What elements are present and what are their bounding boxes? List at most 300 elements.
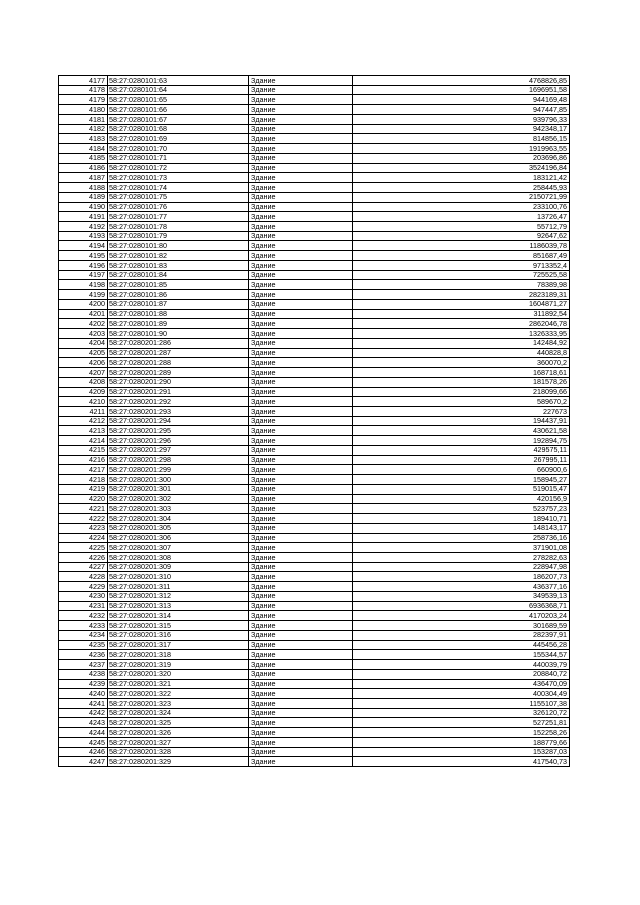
object-type-cell: Здание xyxy=(249,465,353,475)
cadastral-number-cell: 58:27:0280101:78 xyxy=(108,222,249,232)
row-number-cell: 4234 xyxy=(59,630,108,640)
row-number-cell: 4218 xyxy=(59,475,108,485)
cadastral-value-cell: 2150721,99 xyxy=(353,192,570,202)
cadastral-value-cell: 152258,26 xyxy=(353,728,570,738)
row-number-cell: 4196 xyxy=(59,260,108,270)
row-number-cell: 4213 xyxy=(59,426,108,436)
row-number-cell: 4180 xyxy=(59,105,108,115)
cadastral-number-cell: 58:27:0280101:69 xyxy=(108,134,249,144)
row-number-cell: 4223 xyxy=(59,523,108,533)
object-type-cell: Здание xyxy=(249,621,353,631)
table-row xyxy=(59,202,570,212)
cadastral-value-cell: 436470,09 xyxy=(353,679,570,689)
cadastral-number-cell: 58:27:0280101:86 xyxy=(108,290,249,300)
cadastral-number-cell: 58:27:0280101:84 xyxy=(108,270,249,280)
table-row xyxy=(59,475,570,485)
cadastral-number-cell: 58:27:0280201:291 xyxy=(108,387,249,397)
object-type-cell: Здание xyxy=(249,231,353,241)
object-type-cell: Здание xyxy=(249,426,353,436)
table-row xyxy=(59,757,570,767)
object-type-cell: Здание xyxy=(249,144,353,154)
cadastral-value-cell: 233100,76 xyxy=(353,202,570,212)
table-row xyxy=(59,105,570,115)
table-row xyxy=(59,504,570,514)
cadastral-value-cell: 429575,11 xyxy=(353,445,570,455)
table-row xyxy=(59,621,570,631)
cadastral-value-cell: 228947,98 xyxy=(353,562,570,572)
object-type-cell: Здание xyxy=(249,377,353,387)
object-type-cell: Здание xyxy=(249,406,353,416)
object-type-cell: Здание xyxy=(249,757,353,767)
object-type-cell: Здание xyxy=(249,105,353,115)
cadastral-value-cell: 158945,27 xyxy=(353,475,570,485)
object-type-cell: Здание xyxy=(249,114,353,124)
cadastral-number-cell: 58:27:0280201:303 xyxy=(108,504,249,514)
row-number-cell: 4206 xyxy=(59,358,108,368)
row-number-cell: 4236 xyxy=(59,650,108,660)
table-row xyxy=(59,416,570,426)
data-table xyxy=(58,75,570,767)
object-type-cell: Здание xyxy=(249,660,353,670)
row-number-cell: 4186 xyxy=(59,163,108,173)
table-row xyxy=(59,173,570,183)
row-number-cell: 4224 xyxy=(59,533,108,543)
object-type-cell: Здание xyxy=(249,689,353,699)
table-row xyxy=(59,377,570,387)
cadastral-value-cell: 282397,91 xyxy=(353,630,570,640)
cadastral-number-cell: 58:27:0280201:329 xyxy=(108,757,249,767)
cadastral-number-cell: 58:27:0280201:305 xyxy=(108,523,249,533)
cadastral-number-cell: 58:27:0280101:80 xyxy=(108,241,249,251)
cadastral-number-cell: 58:27:0280201:286 xyxy=(108,338,249,348)
object-type-cell: Здание xyxy=(249,747,353,757)
cadastral-value-cell: 349539,13 xyxy=(353,591,570,601)
object-type-cell: Здание xyxy=(249,728,353,738)
row-number-cell: 4239 xyxy=(59,679,108,689)
object-type-cell: Здание xyxy=(249,533,353,543)
cadastral-number-cell: 58:27:0280201:315 xyxy=(108,621,249,631)
cadastral-number-cell: 58:27:0280101:70 xyxy=(108,144,249,154)
table-row xyxy=(59,270,570,280)
cadastral-value-cell: 939796,33 xyxy=(353,114,570,124)
table-row xyxy=(59,650,570,660)
table-row xyxy=(59,319,570,329)
cadastral-value-cell: 92647,62 xyxy=(353,231,570,241)
cadastral-number-cell: 58:27:0280201:298 xyxy=(108,455,249,465)
row-number-cell: 4184 xyxy=(59,144,108,154)
cadastral-value-cell: 188779,66 xyxy=(353,737,570,747)
object-type-cell: Здание xyxy=(249,455,353,465)
table-row xyxy=(59,231,570,241)
cadastral-number-cell: 58:27:0280201:316 xyxy=(108,630,249,640)
table-row xyxy=(59,85,570,95)
table-row xyxy=(59,406,570,416)
cadastral-value-cell: 2823189,31 xyxy=(353,290,570,300)
cadastral-number-cell: 58:27:0280201:296 xyxy=(108,436,249,446)
table-row xyxy=(59,124,570,134)
object-type-cell: Здание xyxy=(249,309,353,319)
cadastral-number-cell: 58:27:0280101:73 xyxy=(108,173,249,183)
object-type-cell: Здание xyxy=(249,348,353,358)
cadastral-number-cell: 58:27:0280201:290 xyxy=(108,377,249,387)
cadastral-number-cell: 58:27:0280201:312 xyxy=(108,591,249,601)
cadastral-value-cell: 430621,58 xyxy=(353,426,570,436)
cadastral-number-cell: 58:27:0280201:314 xyxy=(108,611,249,621)
table-row xyxy=(59,397,570,407)
cadastral-number-cell: 58:27:0280201:319 xyxy=(108,660,249,670)
cadastral-number-cell: 58:27:0280201:302 xyxy=(108,494,249,504)
cadastral-number-cell: 58:27:0280201:306 xyxy=(108,533,249,543)
row-number-cell: 4231 xyxy=(59,601,108,611)
cadastral-value-cell: 55712,79 xyxy=(353,222,570,232)
cadastral-number-cell: 58:27:0280101:83 xyxy=(108,260,249,270)
table-row xyxy=(59,494,570,504)
cadastral-value-cell: 360070,2 xyxy=(353,358,570,368)
cadastral-number-cell: 58:27:0280101:71 xyxy=(108,153,249,163)
row-number-cell: 4195 xyxy=(59,251,108,261)
cadastral-value-cell: 278282,63 xyxy=(353,552,570,562)
cadastral-value-cell: 218099,66 xyxy=(353,387,570,397)
row-number-cell: 4205 xyxy=(59,348,108,358)
cadastral-value-cell: 947447,85 xyxy=(353,105,570,115)
object-type-cell: Здание xyxy=(249,582,353,592)
row-number-cell: 4247 xyxy=(59,757,108,767)
object-type-cell: Здание xyxy=(249,329,353,339)
row-number-cell: 4202 xyxy=(59,319,108,329)
cadastral-number-cell: 58:27:0280201:326 xyxy=(108,728,249,738)
table-row xyxy=(59,591,570,601)
row-number-cell: 4193 xyxy=(59,231,108,241)
cadastral-value-cell: 227673 xyxy=(353,406,570,416)
row-number-cell: 4228 xyxy=(59,572,108,582)
object-type-cell: Здание xyxy=(249,504,353,514)
cadastral-number-cell: 58:27:0280101:74 xyxy=(108,183,249,193)
object-type-cell: Здание xyxy=(249,699,353,709)
table-row xyxy=(59,338,570,348)
cadastral-value-cell: 168718,61 xyxy=(353,368,570,378)
table-row xyxy=(59,348,570,358)
cadastral-value-cell: 189410,71 xyxy=(353,514,570,524)
object-type-cell: Здание xyxy=(249,173,353,183)
table-row xyxy=(59,280,570,290)
cadastral-value-cell: 371901,08 xyxy=(353,543,570,553)
object-type-cell: Здание xyxy=(249,202,353,212)
object-type-cell: Здание xyxy=(249,124,353,134)
cadastral-number-cell: 58:27:0280201:304 xyxy=(108,514,249,524)
row-number-cell: 4178 xyxy=(59,85,108,95)
cadastral-number-cell: 58:27:0280201:293 xyxy=(108,406,249,416)
table-row xyxy=(59,660,570,670)
row-number-cell: 4179 xyxy=(59,95,108,105)
row-number-cell: 4238 xyxy=(59,669,108,679)
cadastral-value-cell: 3524196,84 xyxy=(353,163,570,173)
row-number-cell: 4240 xyxy=(59,689,108,699)
cadastral-number-cell: 58:27:0280101:89 xyxy=(108,319,249,329)
table-row xyxy=(59,144,570,154)
cadastral-value-cell: 942348,17 xyxy=(353,124,570,134)
object-type-cell: Здание xyxy=(249,416,353,426)
row-number-cell: 4210 xyxy=(59,397,108,407)
row-number-cell: 4219 xyxy=(59,484,108,494)
table-row xyxy=(59,708,570,718)
object-type-cell: Здание xyxy=(249,153,353,163)
object-type-cell: Здание xyxy=(249,183,353,193)
cadastral-number-cell: 58:27:0280201:300 xyxy=(108,475,249,485)
cadastral-value-cell: 9713352,4 xyxy=(353,260,570,270)
cadastral-number-cell: 58:27:0280201:287 xyxy=(108,348,249,358)
object-type-cell: Здание xyxy=(249,280,353,290)
object-type-cell: Здание xyxy=(249,591,353,601)
object-type-cell: Здание xyxy=(249,241,353,251)
cadastral-number-cell: 58:27:0280201:321 xyxy=(108,679,249,689)
table-row xyxy=(59,747,570,757)
object-type-cell: Здание xyxy=(249,601,353,611)
row-number-cell: 4177 xyxy=(59,76,108,86)
row-number-cell: 4200 xyxy=(59,299,108,309)
table-row xyxy=(59,484,570,494)
table-row xyxy=(59,552,570,562)
cadastral-number-cell: 58:27:0280201:310 xyxy=(108,572,249,582)
row-number-cell: 4222 xyxy=(59,514,108,524)
cadastral-number-cell: 58:27:0280101:85 xyxy=(108,280,249,290)
cadastral-value-cell: 523757,23 xyxy=(353,504,570,514)
cadastral-value-cell: 1696951,58 xyxy=(353,85,570,95)
cadastral-value-cell: 660900,6 xyxy=(353,465,570,475)
row-number-cell: 4246 xyxy=(59,747,108,757)
table-body xyxy=(59,76,570,767)
object-type-cell: Здание xyxy=(249,76,353,86)
cadastral-value-cell: 440039,79 xyxy=(353,660,570,670)
table-row xyxy=(59,436,570,446)
table-row xyxy=(59,153,570,163)
row-number-cell: 4204 xyxy=(59,338,108,348)
row-number-cell: 4226 xyxy=(59,552,108,562)
table-row xyxy=(59,699,570,709)
table-row xyxy=(59,737,570,747)
object-type-cell: Здание xyxy=(249,358,353,368)
object-type-cell: Здание xyxy=(249,299,353,309)
cadastral-value-cell: 13726,47 xyxy=(353,212,570,222)
table-row xyxy=(59,290,570,300)
table-row xyxy=(59,572,570,582)
row-number-cell: 4241 xyxy=(59,699,108,709)
cadastral-number-cell: 58:27:0280201:313 xyxy=(108,601,249,611)
cadastral-value-cell: 326120,72 xyxy=(353,708,570,718)
cadastral-value-cell: 78389,98 xyxy=(353,280,570,290)
cadastral-value-cell: 400304,49 xyxy=(353,689,570,699)
row-number-cell: 4190 xyxy=(59,202,108,212)
object-type-cell: Здание xyxy=(249,251,353,261)
row-number-cell: 4211 xyxy=(59,406,108,416)
table-row xyxy=(59,514,570,524)
row-number-cell: 4233 xyxy=(59,621,108,631)
row-number-cell: 4229 xyxy=(59,582,108,592)
object-type-cell: Здание xyxy=(249,387,353,397)
cadastral-value-cell: 1186039,78 xyxy=(353,241,570,251)
table-row xyxy=(59,582,570,592)
cadastral-number-cell: 58:27:0280101:67 xyxy=(108,114,249,124)
cadastral-value-cell: 267995,11 xyxy=(353,455,570,465)
row-number-cell: 4225 xyxy=(59,543,108,553)
cadastral-value-cell: 153287,03 xyxy=(353,747,570,757)
object-type-cell: Здание xyxy=(249,494,353,504)
object-type-cell: Здание xyxy=(249,134,353,144)
row-number-cell: 4244 xyxy=(59,728,108,738)
object-type-cell: Здание xyxy=(249,484,353,494)
cadastral-value-cell: 301689,59 xyxy=(353,621,570,631)
cadastral-number-cell: 58:27:0280201:294 xyxy=(108,416,249,426)
cadastral-value-cell: 417540,73 xyxy=(353,757,570,767)
table-row xyxy=(59,533,570,543)
cadastral-number-cell: 58:27:0280201:320 xyxy=(108,669,249,679)
table-row xyxy=(59,611,570,621)
row-number-cell: 4227 xyxy=(59,562,108,572)
object-type-cell: Здание xyxy=(249,163,353,173)
cadastral-number-cell: 58:27:0280101:79 xyxy=(108,231,249,241)
object-type-cell: Здание xyxy=(249,222,353,232)
row-number-cell: 4230 xyxy=(59,591,108,601)
cadastral-number-cell: 58:27:0280101:90 xyxy=(108,329,249,339)
cadastral-value-cell: 1326333,95 xyxy=(353,329,570,339)
row-number-cell: 4216 xyxy=(59,455,108,465)
object-type-cell: Здание xyxy=(249,319,353,329)
cadastral-number-cell: 58:27:0280201:324 xyxy=(108,708,249,718)
table-row xyxy=(59,212,570,222)
cadastral-number-cell: 58:27:0280101:88 xyxy=(108,309,249,319)
cadastral-value-cell: 851687,49 xyxy=(353,251,570,261)
cadastral-number-cell: 58:27:0280101:75 xyxy=(108,192,249,202)
table-row xyxy=(59,251,570,261)
table-row xyxy=(59,183,570,193)
table-row xyxy=(59,241,570,251)
cadastral-number-cell: 58:27:0280201:325 xyxy=(108,718,249,728)
cadastral-number-cell: 58:27:0280101:72 xyxy=(108,163,249,173)
cadastral-value-cell: 155344,57 xyxy=(353,650,570,660)
table-row xyxy=(59,455,570,465)
table-row xyxy=(59,562,570,572)
table-row xyxy=(59,640,570,650)
object-type-cell: Здание xyxy=(249,514,353,524)
row-number-cell: 4192 xyxy=(59,222,108,232)
object-type-cell: Здание xyxy=(249,630,353,640)
cadastral-number-cell: 58:27:0280101:63 xyxy=(108,76,249,86)
cadastral-number-cell: 58:27:0280101:87 xyxy=(108,299,249,309)
cadastral-value-cell: 192894,75 xyxy=(353,436,570,446)
cadastral-value-cell: 436377,16 xyxy=(353,582,570,592)
row-number-cell: 4199 xyxy=(59,290,108,300)
object-type-cell: Здание xyxy=(249,611,353,621)
object-type-cell: Здание xyxy=(249,338,353,348)
cadastral-value-cell: 208840,72 xyxy=(353,669,570,679)
row-number-cell: 4185 xyxy=(59,153,108,163)
table-row xyxy=(59,309,570,319)
object-type-cell: Здание xyxy=(249,260,353,270)
cadastral-number-cell: 58:27:0280201:292 xyxy=(108,397,249,407)
row-number-cell: 4245 xyxy=(59,737,108,747)
object-type-cell: Здание xyxy=(249,397,353,407)
cadastral-value-cell: 2862046,78 xyxy=(353,319,570,329)
cadastral-value-cell: 148143,17 xyxy=(353,523,570,533)
object-type-cell: Здание xyxy=(249,290,353,300)
row-number-cell: 4221 xyxy=(59,504,108,514)
cadastral-value-cell: 445456,28 xyxy=(353,640,570,650)
cadastral-number-cell: 58:27:0280101:76 xyxy=(108,202,249,212)
table-row xyxy=(59,523,570,533)
row-number-cell: 4220 xyxy=(59,494,108,504)
cadastral-value-cell: 203696,86 xyxy=(353,153,570,163)
row-number-cell: 4212 xyxy=(59,416,108,426)
cadastral-number-cell: 58:27:0280201:308 xyxy=(108,552,249,562)
object-type-cell: Здание xyxy=(249,192,353,202)
cadastral-number-cell: 58:27:0280201:297 xyxy=(108,445,249,455)
table-row xyxy=(59,76,570,86)
cadastral-value-table xyxy=(58,75,569,767)
row-number-cell: 4194 xyxy=(59,241,108,251)
cadastral-value-cell: 6936368,71 xyxy=(353,601,570,611)
row-number-cell: 4208 xyxy=(59,377,108,387)
cadastral-number-cell: 58:27:0280201:327 xyxy=(108,737,249,747)
cadastral-number-cell: 58:27:0280201:323 xyxy=(108,699,249,709)
cadastral-value-cell: 183121,42 xyxy=(353,173,570,183)
table-row xyxy=(59,669,570,679)
row-number-cell: 4183 xyxy=(59,134,108,144)
cadastral-number-cell: 58:27:0280201:317 xyxy=(108,640,249,650)
row-number-cell: 4209 xyxy=(59,387,108,397)
cadastral-value-cell: 258445,93 xyxy=(353,183,570,193)
table-row xyxy=(59,728,570,738)
row-number-cell: 4243 xyxy=(59,718,108,728)
cadastral-number-cell: 58:27:0280101:68 xyxy=(108,124,249,134)
object-type-cell: Здание xyxy=(249,650,353,660)
table-row xyxy=(59,689,570,699)
cadastral-value-cell: 527251,81 xyxy=(353,718,570,728)
cadastral-value-cell: 258736,16 xyxy=(353,533,570,543)
row-number-cell: 4242 xyxy=(59,708,108,718)
cadastral-value-cell: 186207,73 xyxy=(353,572,570,582)
cadastral-number-cell: 58:27:0280201:322 xyxy=(108,689,249,699)
row-number-cell: 4235 xyxy=(59,640,108,650)
object-type-cell: Здание xyxy=(249,368,353,378)
object-type-cell: Здание xyxy=(249,552,353,562)
cadastral-value-cell: 1604871,27 xyxy=(353,299,570,309)
table-row xyxy=(59,601,570,611)
table-row xyxy=(59,368,570,378)
table-row xyxy=(59,679,570,689)
cadastral-number-cell: 58:27:0280201:288 xyxy=(108,358,249,368)
cadastral-value-cell: 814856,15 xyxy=(353,134,570,144)
table-row xyxy=(59,465,570,475)
row-number-cell: 4191 xyxy=(59,212,108,222)
object-type-cell: Здание xyxy=(249,270,353,280)
table-row xyxy=(59,387,570,397)
table-row xyxy=(59,299,570,309)
cadastral-number-cell: 58:27:0280201:295 xyxy=(108,426,249,436)
cadastral-number-cell: 58:27:0280201:301 xyxy=(108,484,249,494)
cadastral-number-cell: 58:27:0280201:289 xyxy=(108,368,249,378)
cadastral-number-cell: 58:27:0280101:82 xyxy=(108,251,249,261)
object-type-cell: Здание xyxy=(249,737,353,747)
table-row xyxy=(59,192,570,202)
table-row xyxy=(59,260,570,270)
row-number-cell: 4197 xyxy=(59,270,108,280)
row-number-cell: 4232 xyxy=(59,611,108,621)
table-row xyxy=(59,445,570,455)
object-type-cell: Здание xyxy=(249,475,353,485)
cadastral-number-cell: 58:27:0280201:309 xyxy=(108,562,249,572)
cadastral-value-cell: 4768826,85 xyxy=(353,76,570,86)
row-number-cell: 4198 xyxy=(59,280,108,290)
cadastral-value-cell: 440828,8 xyxy=(353,348,570,358)
